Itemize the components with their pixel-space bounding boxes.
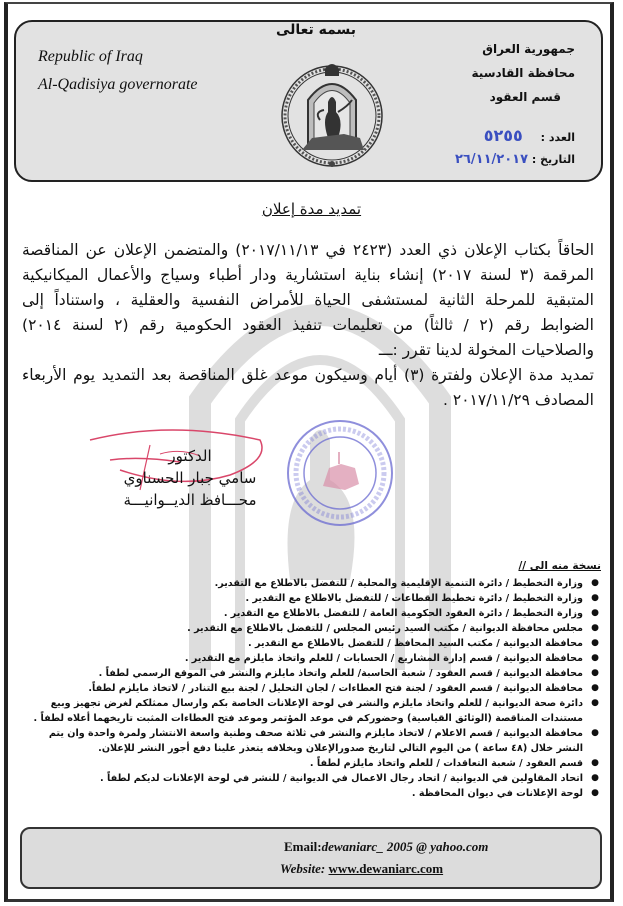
bullet-icon: ● <box>591 683 599 693</box>
signatory-title: الدكتور <box>168 447 212 465</box>
english-country-name: Republic of Iraq <box>38 48 143 65</box>
bullet-icon: ● <box>591 623 599 633</box>
list-item: ● لوحة الإعلانات في ديوان المحافظة . <box>411 788 599 799</box>
signature-block <box>110 445 270 511</box>
bullet-icon: ● <box>591 608 599 618</box>
arabic-department-name: قسم العقود <box>489 90 561 104</box>
bullet-icon: ● <box>591 653 599 663</box>
bullet-icon: ● <box>591 728 599 738</box>
letterhead-header <box>14 20 603 182</box>
list-item: ● محافظة الديوانية / قسم العقود / شعبة الحاسبة/ للعلم واتخاذ مايلزم والنشر في الموقع الرسمي لطفاً . <box>98 668 599 679</box>
list-item: ● مجلس محافظة الديوانية / مكتب السيد رئيس المجلس / للتفضل بالاطلاع مع التقدير . <box>187 623 599 634</box>
bullet-icon: ● <box>591 593 599 603</box>
announcement-body <box>22 238 594 413</box>
letterhead-footer <box>20 827 602 889</box>
arabic-country-name: جمهورية العراق <box>482 42 575 56</box>
website-link[interactable]: www.dewaniarc.com <box>328 861 444 876</box>
bullet-icon: ● <box>591 668 599 678</box>
list-item: ● محافظة الديوانية / قسم العقود / لجنة فتح العطاءات / لجان التحليل / لجنة بيع التنادر / لاتخاذ مايلزم لطفاً. <box>88 683 599 694</box>
body-paragraph: الحاقاً بكتاب الإعلان ذي العدد (٢٤٢٣ في ٢٠١٧/١١/١٣) والمتضمن الإعلان عن المناقصة المرقمة (٣ لسنة ٢٠١٧) إنشاء بناية استشارية ودار أطباء وسياج والأعمال الميكانيكية المتبقية للمرحلة الثانية لمستشفى الحياة للأمراض النفسية والعقلية ، واستناداً إلى الضوابط رقم (٢ / ثالثاً) من تعليمات تنفيذ العقود الحكومية رقم (٢ لسنة ٢٠١٤) والصلاحيات المخولة لدينا تقرر :ـــ <box>22 241 595 359</box>
arabic-governorate-name: محافظة القادسية <box>471 66 575 80</box>
governorate-emblem-icon <box>278 40 386 180</box>
list-item: ● وزارة التخطيط / دائرة تخطيط القطاعات / للتفضل بالاطلاع مع التقدير . <box>245 593 599 604</box>
bullet-icon: ● <box>591 788 599 798</box>
bullet-icon: ● <box>591 773 599 783</box>
list-item: ● دائرة صحة الديوانية / للعلم واتخاذ مايلزم والنشر في لوحة الإعلانات الخاصة بكم وارسال ممثلكم لغرض تجهيز وبيع مستندات المناقصة (الوثائق القياسية) وحضوركم في موعد المؤتمر وموعد فتح العطاءات المثبت تاريخهما أعلاه لطفاً . <box>33 698 599 724</box>
bullet-icon: ● <box>591 638 599 648</box>
english-governorate-name: Al-Qadisiya governorate <box>38 76 198 93</box>
list-item: ● وزارة التخطيط / دائرة العقود الحكومية العامة / للتفضل بالاطلاع مع التقدير . <box>223 608 599 619</box>
date-label: التاريخ : <box>531 153 575 166</box>
email-line <box>284 839 488 855</box>
body-paragraph: تمديد مدة الإعلان ولفترة (٣) أيام وسيكون موعد غلق المناقصة بعد التمديد يوم الأربعاء المصادف ٢٠١٧/١١/٢٩ . <box>22 366 594 409</box>
list-item: ● محافظة الديوانية / قسم إدارة المشاريع / الحسابات / للعلم واتخاذ مايلزم مع التقدير . <box>184 653 599 664</box>
list-item: ● وزارة التخطيط / دائرة التنمية الإقليمية والمحلية / للتفضل بالاطلاع مع التقدير. <box>214 578 599 589</box>
copies-heading: نسخة منه الى // <box>518 560 601 572</box>
date-value: ٢٦/١١/٢٠١٧ <box>455 152 529 167</box>
signatory-name: سامي جبار الحسناوي <box>123 469 257 487</box>
reference-number-row <box>484 126 575 145</box>
date-row <box>455 152 575 167</box>
bullet-icon: ● <box>591 698 599 708</box>
copies-list <box>20 576 605 801</box>
document-title: تمديد مدة إعلان <box>261 200 362 218</box>
website-line <box>280 861 443 877</box>
list-item: ● اتحاد المقاولين في الديوانية / اتحاد رجال الاعمال في الديوانية / للنشر في لوحة الإعلانات لديكم لطفاً . <box>100 773 599 784</box>
email-link[interactable]: dewaniarc_ 2005 @ yahoo.com <box>321 839 489 854</box>
bullet-icon: ● <box>591 758 599 768</box>
list-item: ● محافظة الديوانية / قسم الاعلام / لاتخاذ مايلزم والنشر في ثلاثة صحف وطنية واسعة الانتشار ولمرة واحدة وان يتم النشر خلال (٤٨ ساعة ) من اليوم التالي لتاريخ صدورالإعلان وبخلافه يتعذر علينا دفع أجور النشر للإعلان. <box>48 728 599 754</box>
official-stamp-icon <box>285 418 395 528</box>
bullet-icon: ● <box>591 578 599 588</box>
website-label: Website: <box>280 861 326 876</box>
email-label: Email: <box>284 839 322 854</box>
list-item: ● محافظة الديوانية / مكتب السيد المحافظ / للتفضل بالاطلاع مع التقدير . <box>248 638 599 649</box>
basmala-heading: بسمه تعالى <box>275 22 357 38</box>
signatory-position: محـــافظ الديــوانيـــة <box>123 491 257 509</box>
reference-number-label: العدد : <box>540 131 575 144</box>
reference-number-value: ٥٢٥٥ <box>483 126 523 145</box>
list-item: ● قسم العقود / شعبة التعاقدات / للعلم واتخاذ مايلزم لطفاً . <box>309 758 599 769</box>
